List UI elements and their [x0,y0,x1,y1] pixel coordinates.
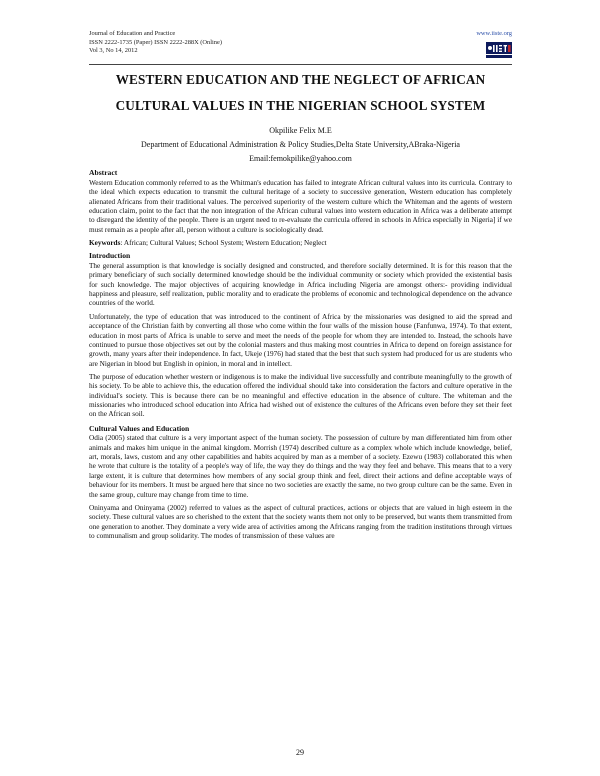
keywords-line [89,239,512,248]
iiste-logo-icon [486,42,512,60]
journal-header [89,30,222,56]
introduction-paragraph: Unfortunately, the type of education that was introduced to the continent of Africa by the missionaries was designed to aid the spread and acceptance of the Christian faith by converting all those who come within the four walls of the mission house (Fanfunwa, 1974). To that extent, education in most parts of Africa is unable to serve and meet the needs of the people for whom they are intended to. Instead, the schools have continued to pursue those objectives set out by the colonial masters and thus making most countries in Africa to depend on foreign assistance for growth, many years after their independence. In fact, Ukeje (1976) had stated that the best that such system had produced for us are students who are Nigerian in blood but English in opinion, in moral and in intellect. [89,312,512,368]
paper-author: Okpilike Felix M.E [269,126,332,135]
journal-name: Journal of Education and Practice [89,30,176,37]
paper-affiliation: Department of Educational Administration & Policy Studies,Delta State University,ABraka-Nigeria [141,140,460,149]
abstract-heading: Abstract [89,168,118,177]
introduction-heading: Introduction [89,251,131,261]
introduction-paragraph: The general assumption is that knowledge is socially designed and constructed, and therefore socially determined. It is for this reason that the primary beneficiary of such socially determined knowledge should be the individual community or society which provided the existential basis for such knowledge. The major objectives of acquiring knowledge in Africa including Nigeria are amongst others:- providing individual happiness and pleasure, self realization, public morality and to eradicate the problems of economic and technological dependence on the advance countries of the world. [89,262,512,308]
paper-title-line-2: CULTURAL VALUES IN THE NIGERIAN SCHOOL SYSTEM [115,98,486,113]
cultural-values-paragraph: Odia (2005) stated that culture is a very important aspect of the human society. The possession of culture by man differentiated him from other animals and makes him unique in the animal kingdom. Morrish (1974) described culture as a complex whole which include knowledge, belief, art, morals, laws, custom and any other capabilities and habits acquired by man as a member of a society. Ezewu (1983) collaborated this when he wrote that culture is the totality of a people's way of life, the way they do things and the way they feel and behave. This means that to a very large extent, it is culture that determines how members of any social group think and feel, direct their actions and define acceptable ways of behaviour for its members. It must be argued here that since no two societies are exactly the same, no two group culture can be the same. Even in the same group, culture may change from time to time. [89,434,512,499]
abstract-text: Western Education commonly referred to as the Whitman's education has failed to integrate African cultural values into its curricula. Contrary to the ideal which expects education to transmit the cultural heritage of a society to successive generation, Western education has completely alienated Africans from their traditional values. The perceived superiority of the western culture which the Whiteman and the agents of western education claim, point to the fact that the non integration of the African cultural values into western education in Africa was a deliberate attempt to disregard the identity of the people. There is an urgent need to re-evaluate the curricula offered in schools in Africa especially in Nigeria] if we must remain as a people after all, person without a culture is sociologically dead. [89,178,512,234]
page-number: 29 [296,748,304,757]
keywords-text: : African; Cultural Values; School System; Western Education; Neglect [120,238,327,247]
keywords-label: Keywords [89,238,121,247]
paper-title-line-1: WESTERN EDUCATION AND THE NEGLECT OF AFRICAN [115,72,486,87]
journal-issn: ISSN 2222-1735 (Paper) ISSN 2222-288X (Online) [89,38,222,46]
paper-email: Email:femokpilike@yahoo.com [249,154,352,163]
cultural-values-paragraph: Oninyama and Oninyama (2002) referred to values as the aspect of cultural practices, actions or objects that are valued in high esteem in the society. These cultural values are so cherished to the extent that the society wants them not only to be preserved, but wants them transmitted from one generation to another. They dominate a very wide area of activities among the Africans ranging from the tradition institutions through virtues to communalism and group solidarity. The modes of transmission of these values are [89,503,512,540]
paper-body [89,168,512,545]
header-divider [89,64,512,65]
cultural-values-heading: Cultural Values and Education [89,423,190,433]
introduction-paragraph: The purpose of education whether western or indigenous is to make the individual live successfully and contribute meaningfully to the growth of his society. To be able to achieve this, the education offered the individual should take into consideration the factors and culture operative in the individual's society. This is because there can be no meaningful and effective education in the absence of culture. The whiteman and the missionaries who introduced school education into Africa had wished out of existence the cultures of the Africans even before they set their feet on the African soil. [89,372,512,419]
journal-website-link[interactable]: www.iiste.org [476,30,512,37]
journal-volume: Vol 3, No 14, 2012 [89,47,138,55]
